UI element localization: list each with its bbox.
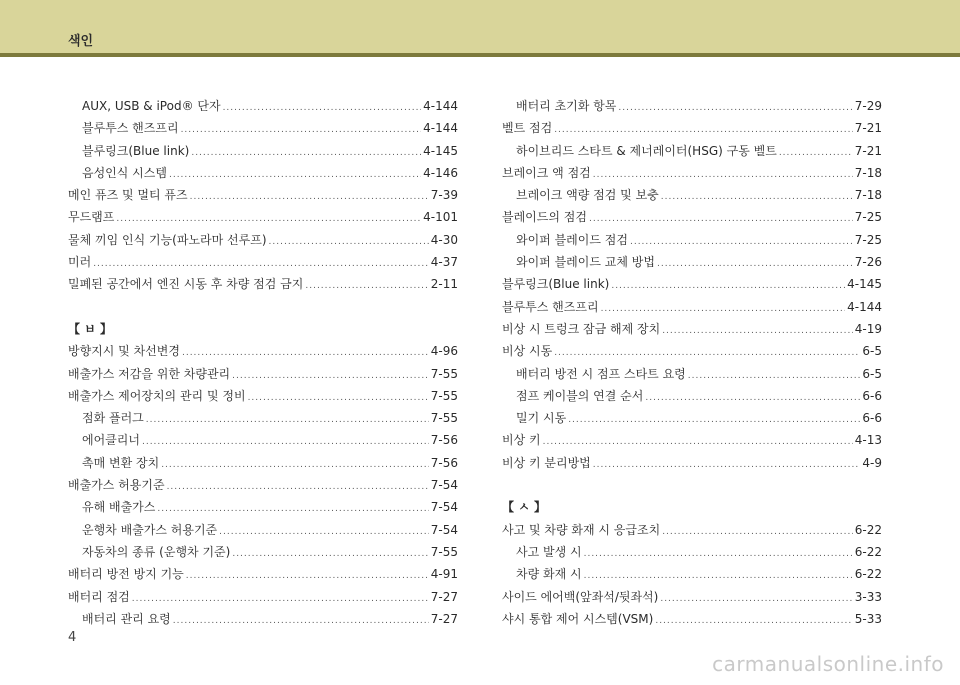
index-entry-page: 7-25 <box>854 232 882 247</box>
leader-dots <box>142 437 429 447</box>
index-entry-label: 블루링크(Blue link) <box>502 277 610 292</box>
index-entry <box>502 387 882 409</box>
leader-dots <box>779 148 853 158</box>
index-entry-label: 음성인식 시스템 <box>82 165 167 180</box>
index-entry <box>502 365 882 387</box>
index-entry <box>68 186 458 208</box>
leader-dots <box>167 482 429 492</box>
leader-dots <box>181 125 422 135</box>
index-entry-page: 7-55 <box>430 366 458 381</box>
index-entry-label: 블레이드의 점검 <box>502 210 587 225</box>
index-entry-page: 7-39 <box>430 188 458 203</box>
index-entry-label: 에어클리너 <box>82 433 140 448</box>
index-entry-label: 배터리 점검 <box>68 589 130 604</box>
index-entry-page: 7-26 <box>854 255 882 270</box>
index-entry-page: 3-33 <box>854 589 882 604</box>
leader-dots <box>589 214 853 224</box>
header-title: 색인 <box>68 34 94 49</box>
index-entry <box>502 610 882 632</box>
index-entry-page: 7-54 <box>430 500 458 515</box>
index-entry <box>68 409 458 431</box>
index-entry <box>502 298 882 320</box>
index-entry-page: 6-5 <box>862 344 882 359</box>
index-entry-page: 6-22 <box>854 567 882 582</box>
index-entry-label: 물체 끼임 인식 기능(파노라마 선루프) <box>68 232 267 247</box>
index-entry-page: 6-5 <box>862 366 882 381</box>
leader-dots <box>219 527 429 537</box>
index-entry <box>502 231 882 253</box>
index-entry <box>502 409 882 431</box>
leader-dots <box>157 504 428 514</box>
leader-dots <box>543 437 853 447</box>
leader-dots <box>601 304 846 314</box>
index-entry-page: 7-54 <box>430 478 458 493</box>
index-entry-page: 4-91 <box>430 567 458 582</box>
index-entry-page: 4-96 <box>430 344 458 359</box>
leader-dots <box>593 460 861 470</box>
leader-dots <box>645 393 860 403</box>
leader-dots <box>232 549 428 559</box>
index-section-heading <box>68 320 458 342</box>
leader-dots <box>688 371 861 381</box>
header-rule <box>0 53 960 57</box>
leader-dots <box>223 103 422 113</box>
index-entry-label: 점화 플러그 <box>82 411 144 426</box>
index-entry-label: 브레이크 액 점검 <box>502 165 591 180</box>
index-entry-label: 점프 케이블의 연결 순서 <box>516 388 644 403</box>
index-entry-label: 와이퍼 블레이드 점검 <box>516 232 628 247</box>
leader-dots <box>630 237 853 247</box>
index-spacer <box>68 298 458 320</box>
index-entry <box>68 365 458 387</box>
index-entry <box>502 454 882 476</box>
index-entry-label: 배출가스 저감을 위한 차량관리 <box>68 366 231 381</box>
index-entry-page: 4-144 <box>423 121 458 136</box>
leader-dots <box>554 348 860 358</box>
index-entry-page: 7-18 <box>854 165 882 180</box>
index-entry-label: 촉매 변환 장치 <box>82 455 160 470</box>
page-header <box>0 0 960 53</box>
leader-dots <box>662 527 853 537</box>
leader-dots <box>190 192 429 202</box>
index-entry-label: 블루투스 핸즈프리 <box>502 299 599 314</box>
index-entry <box>68 431 458 453</box>
index-entry-label: 밀폐된 공간에서 엔진 시동 후 차량 점검 금지 <box>68 277 304 292</box>
index-entry <box>68 565 458 587</box>
index-entry <box>502 186 882 208</box>
index-spacer <box>502 476 882 498</box>
index-entry <box>502 253 882 275</box>
index-entry-page: 4-144 <box>423 99 458 113</box>
watermark: carmanualsonline.info <box>712 652 944 676</box>
leader-dots <box>593 170 853 180</box>
index-entry-label: 차량 화재 시 <box>516 567 582 582</box>
index-entry-label: 하이브리드 스타트 & 제너레이터(HSG) 구동 벨트 <box>516 143 777 158</box>
index-entry-page: 4-145 <box>847 277 882 292</box>
index-entry-page: 7-55 <box>430 411 458 426</box>
index-entry-label: 배터리 방전 방지 기능 <box>68 567 184 582</box>
index-entry-page: 7-56 <box>430 433 458 448</box>
index-entry <box>502 208 882 230</box>
index-entry-page: 6-6 <box>862 388 882 403</box>
leader-dots <box>93 259 429 269</box>
index-entry-label: 사이드 에어백(앞좌석/뒷좌석) <box>502 589 659 604</box>
index-entry <box>68 498 458 520</box>
leader-dots <box>248 393 429 403</box>
index-entry <box>68 610 458 632</box>
index-entry-page: 7-21 <box>854 143 882 158</box>
index-entry-label: 미러 <box>68 255 92 270</box>
index-entry-label: 비상 시 트렁크 잠금 해제 장치 <box>502 321 661 336</box>
index-entry-page: 4-101 <box>423 210 458 225</box>
index-entry <box>68 521 458 543</box>
index-entry <box>502 275 882 297</box>
index-entry <box>502 431 882 453</box>
index-entry-page: 7-27 <box>430 611 458 626</box>
index-entry-page: 7-56 <box>430 455 458 470</box>
leader-dots <box>655 616 852 626</box>
leader-dots <box>584 571 853 581</box>
leader-dots <box>269 237 429 247</box>
index-entry-page: 4-30 <box>430 232 458 247</box>
index-entry <box>68 543 458 565</box>
leader-dots <box>661 192 853 202</box>
leader-dots <box>568 415 860 425</box>
page-number: 4 <box>68 630 77 645</box>
index-entry-label: 사고 및 차량 화재 시 응급조치 <box>502 522 661 537</box>
index-entry-label: 자동차의 종류 (운행차 기준) <box>82 544 231 559</box>
index-entry-page: 7-27 <box>430 589 458 604</box>
index-entry-page: 4-145 <box>423 143 458 158</box>
index-entry <box>502 320 882 342</box>
leader-dots <box>161 460 429 470</box>
index-entry <box>502 97 882 119</box>
index-entry-page: 4-146 <box>423 165 458 180</box>
index-entry-page: 7-18 <box>854 188 882 203</box>
section-heading-label: 【 ㅅ 】 <box>502 500 546 515</box>
index-entry-page: 6-22 <box>854 544 882 559</box>
index-entry <box>68 476 458 498</box>
index-entry-label: 샤시 통합 제어 시스템(VSM) <box>502 611 654 626</box>
index-entry-page: 5-33 <box>854 611 882 626</box>
index-entry-label: 벨트 점검 <box>502 121 553 136</box>
index-entry-label: 밀기 시동 <box>516 411 567 426</box>
index-entry-label: 운행차 배출가스 허용기준 <box>82 522 218 537</box>
index-entry-label: 배출가스 허용기준 <box>68 478 165 493</box>
index-entry-label: 배출가스 제어장치의 관리 및 정비 <box>68 388 246 403</box>
index-entry <box>68 454 458 476</box>
index-column-right <box>502 97 882 632</box>
index-column-left <box>68 97 458 632</box>
index-entry <box>68 97 458 119</box>
index-entry-page: 4-9 <box>862 455 882 470</box>
index-entry-label: 방향지시 및 차선변경 <box>68 344 180 359</box>
index-entry-label: 비상 키 <box>502 433 541 448</box>
index-entry-label: AUX, USB & iPod® 단자 <box>82 99 221 113</box>
index-entry <box>502 565 882 587</box>
index-entry-label: 메인 퓨즈 및 멀티 퓨즈 <box>68 188 188 203</box>
leader-dots <box>305 281 428 291</box>
index-entry <box>502 543 882 565</box>
index-entry <box>68 142 458 164</box>
index-entry-label: 무드램프 <box>68 210 115 225</box>
index-entry <box>68 231 458 253</box>
index-entry-label: 유해 배출가스 <box>82 500 156 515</box>
index-entry-page: 4-19 <box>854 321 882 336</box>
index-entry-label: 와이퍼 블레이드 교체 방법 <box>516 255 655 270</box>
index-entry-label: 비상 시동 <box>502 344 553 359</box>
index-entry-page: 7-21 <box>854 121 882 136</box>
section-heading-label: 【 ㅂ 】 <box>68 321 112 336</box>
index-entry <box>68 275 458 297</box>
leader-dots <box>191 148 421 158</box>
leader-dots <box>186 571 429 581</box>
index-entry <box>68 588 458 610</box>
index-entry-page: 2-11 <box>430 277 458 292</box>
index-entry <box>68 208 458 230</box>
leader-dots <box>657 259 853 269</box>
index-entry <box>502 521 882 543</box>
index-entry-page: 7-25 <box>854 210 882 225</box>
index-entry <box>502 588 882 610</box>
leader-dots <box>146 415 429 425</box>
index-entry-label: 블루링크(Blue link) <box>82 143 190 158</box>
index-entry-label: 배터리 방전 시 점프 스타트 요령 <box>516 366 686 381</box>
leader-dots <box>232 371 429 381</box>
index-entry-label: 사고 발생 시 <box>516 544 582 559</box>
index-entry-label: 브레이크 액량 점검 및 보충 <box>516 188 659 203</box>
leader-dots <box>169 170 421 180</box>
index-entry-page: 4-37 <box>430 255 458 270</box>
index-entry-page: 7-29 <box>854 99 882 113</box>
index-entry-label: 배터리 초기화 항목 <box>516 99 617 113</box>
index-entry <box>502 342 882 364</box>
index-entry-page: 7-55 <box>430 544 458 559</box>
index-entry-page: 6-22 <box>854 522 882 537</box>
index-entry-label: 비상 키 분리방법 <box>502 455 591 470</box>
leader-dots <box>662 326 853 336</box>
leader-dots <box>660 594 852 604</box>
index-entry <box>68 387 458 409</box>
leader-dots <box>584 549 853 559</box>
leader-dots <box>173 616 429 626</box>
index-entry-label: 배터리 관리 요령 <box>82 611 171 626</box>
leader-dots <box>618 103 852 113</box>
leader-dots <box>554 125 853 135</box>
index-entry <box>68 342 458 364</box>
index-entry <box>502 142 882 164</box>
index-entry-page: 7-54 <box>430 522 458 537</box>
index-section-heading <box>502 498 882 520</box>
leader-dots <box>611 281 845 291</box>
leader-dots <box>116 214 421 224</box>
index-entry <box>68 119 458 141</box>
index-entry-page: 7-55 <box>430 388 458 403</box>
index-entry <box>502 164 882 186</box>
leader-dots <box>132 594 429 604</box>
index-entry <box>68 164 458 186</box>
index-entry <box>68 253 458 275</box>
index-entry-page: 4-13 <box>854 433 882 448</box>
leader-dots <box>182 348 429 358</box>
index-entry <box>502 119 882 141</box>
index-entry-label: 블루투스 핸즈프리 <box>82 121 179 136</box>
index-entry-page: 6-6 <box>862 411 882 426</box>
index-entry-page: 4-144 <box>847 299 882 314</box>
